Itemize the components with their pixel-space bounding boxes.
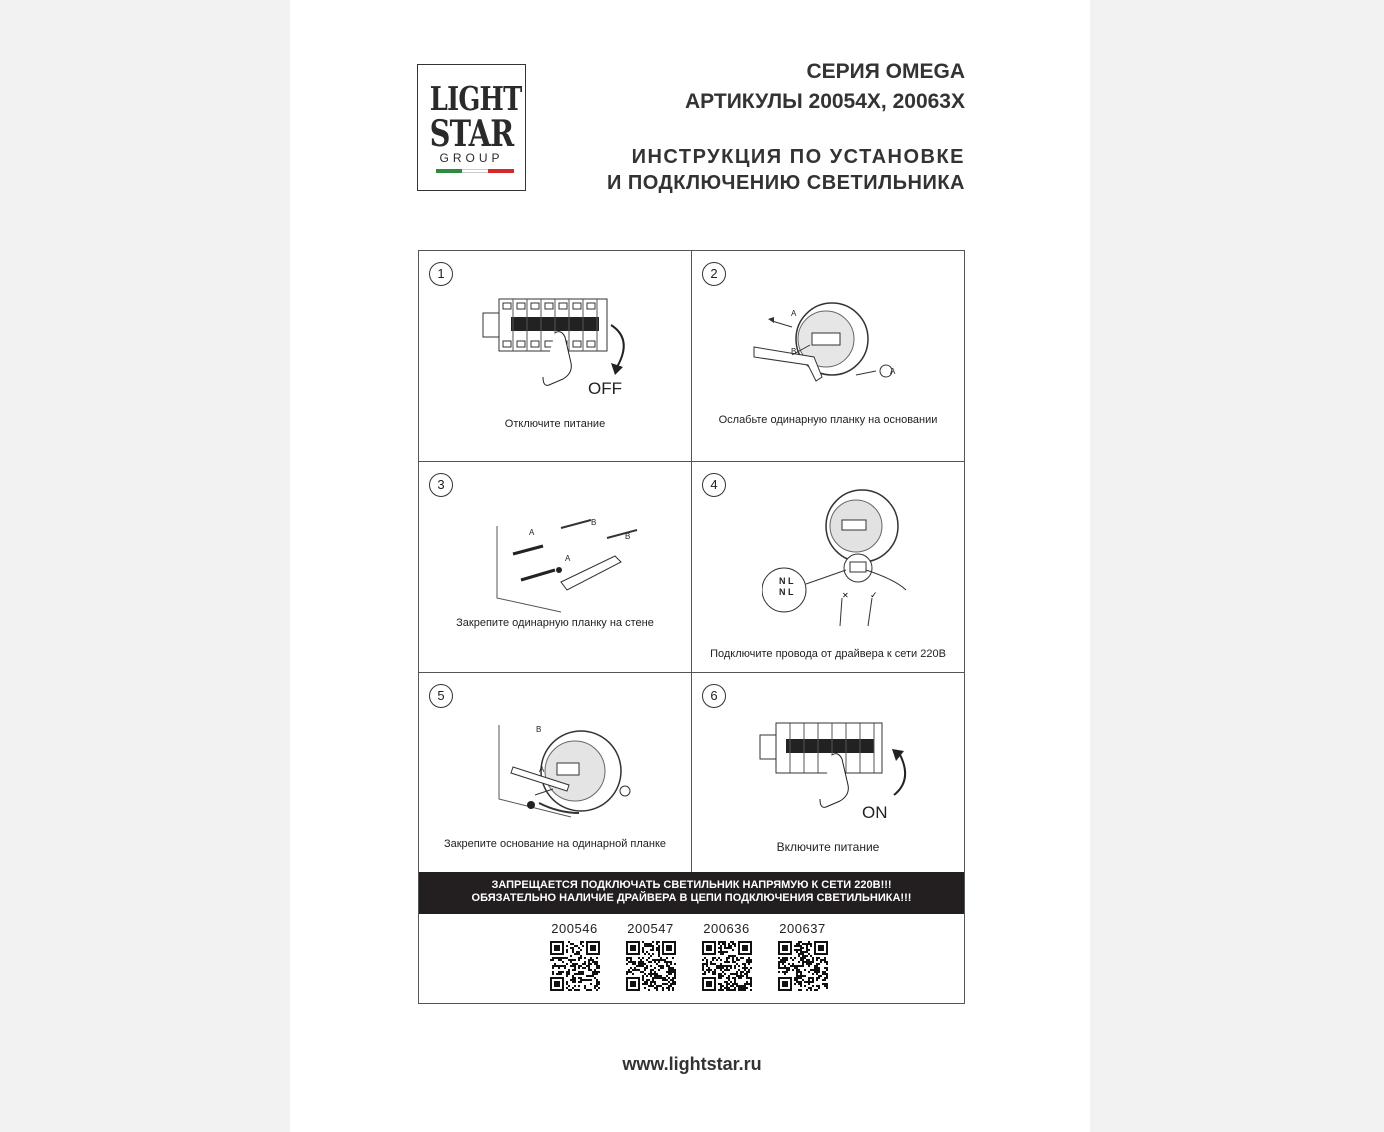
step-2-cell bbox=[692, 251, 964, 462]
qr-code-item[interactable] bbox=[547, 921, 602, 996]
mount-base-illustration bbox=[491, 717, 631, 827]
driver-wiring-illustration bbox=[762, 486, 912, 636]
label-b-step5: B bbox=[536, 725, 542, 734]
qr-code-icon bbox=[626, 941, 676, 991]
label-n-1: N bbox=[779, 576, 786, 586]
lightstar-logo bbox=[417, 64, 526, 191]
website-link[interactable]: www.lightstar.ru bbox=[622, 1054, 762, 1074]
warning-line-1: ЗАПРЕЩАЕТСЯ ПОДКЛЮЧАТЬ СВЕТИЛЬНИК НАПРЯМУЮ К СЕТИ 220В!!! bbox=[491, 879, 892, 891]
instruction-title-line1: ИНСТРУКЦИЯ ПО УСТАНОВКЕ bbox=[631, 146, 965, 168]
step-6-cell bbox=[692, 673, 964, 872]
step-1-caption: Отключите питание bbox=[504, 418, 606, 430]
logo-word-group: GROUP bbox=[439, 151, 504, 165]
qr-code-label: 200546 bbox=[551, 921, 598, 936]
qr-code-item[interactable] bbox=[623, 921, 678, 996]
label-b-1: B bbox=[591, 518, 597, 527]
label-l-2: L bbox=[788, 587, 794, 597]
qr-code-icon bbox=[702, 941, 752, 991]
qr-code-item[interactable] bbox=[699, 921, 754, 996]
base-bracket-illustration bbox=[752, 299, 922, 399]
step-6-number: 6 bbox=[702, 684, 726, 708]
label-a-top: A bbox=[791, 309, 797, 318]
italian-flag-stripe bbox=[436, 169, 514, 173]
off-label: OFF bbox=[588, 379, 622, 398]
breaker-panel-on-illustration bbox=[758, 721, 918, 817]
step-2-number: 2 bbox=[702, 262, 726, 286]
step-2-caption: Ослабьте одинарную планку на основании bbox=[718, 414, 938, 426]
installation-steps-grid bbox=[418, 250, 965, 1004]
qr-code-icon bbox=[550, 941, 600, 991]
label-l-1: L bbox=[788, 576, 794, 586]
wall-mount-bracket-illustration bbox=[491, 512, 641, 616]
svg-text:✓: ✓ bbox=[870, 590, 878, 600]
step-5-cell bbox=[419, 673, 692, 872]
label-a-step5: A bbox=[539, 765, 545, 774]
on-label: ON bbox=[862, 803, 888, 822]
qr-code-label: 200547 bbox=[627, 921, 674, 936]
warning-line-2: ОБЯЗАТЕЛЬНО НАЛИЧИЕ ДРАЙВЕРА В ЦЕПИ ПОДКЛЮЧЕНИЯ СВЕТИЛЬНИКА!!! bbox=[471, 892, 912, 904]
step-1-cell bbox=[419, 251, 692, 462]
logo-word-star: STAR bbox=[429, 113, 514, 155]
svg-text:✕: ✕ bbox=[842, 591, 849, 600]
step-4-caption: Подключите провода от драйвера к сети 220В bbox=[710, 648, 946, 660]
qr-code-icon bbox=[778, 941, 828, 991]
label-b: B bbox=[791, 347, 797, 356]
step-6-caption: Включите питание bbox=[776, 840, 880, 854]
qr-code-row bbox=[547, 921, 830, 996]
label-n-2: N bbox=[779, 587, 786, 597]
wire-terminal-labels bbox=[779, 576, 794, 598]
step-5-caption: Закрепите основание на одинарной планке bbox=[443, 838, 667, 850]
step-3-cell bbox=[419, 462, 692, 673]
step-3-caption: Закрепите одинарную планку на стене bbox=[456, 617, 654, 629]
instruction-title-line2: И ПОДКЛЮЧЕНИЮ СВЕТИЛЬНИКА bbox=[606, 172, 965, 194]
step-5-number: 5 bbox=[429, 684, 453, 708]
step-4-number: 4 bbox=[702, 473, 726, 497]
step-4-cell bbox=[692, 462, 964, 673]
qr-code-item[interactable] bbox=[775, 921, 830, 996]
qr-code-label: 200637 bbox=[779, 921, 826, 936]
series-title: СЕРИЯ OMEGA bbox=[806, 60, 965, 83]
step-3-number: 3 bbox=[429, 473, 453, 497]
qr-code-label: 200636 bbox=[703, 921, 750, 936]
warning-banner bbox=[419, 872, 964, 914]
articles-title: АРТИКУЛЫ 20054X, 20063X bbox=[684, 90, 965, 113]
step-1-number: 1 bbox=[429, 262, 453, 286]
label-b-2: B bbox=[625, 532, 631, 541]
label-a-bottom: A bbox=[890, 367, 896, 376]
label-a-2: A bbox=[565, 554, 571, 563]
breaker-panel-off-illustration bbox=[481, 293, 651, 405]
logo-word-light: LIGHT bbox=[429, 79, 522, 118]
label-a-1: A bbox=[529, 528, 535, 537]
